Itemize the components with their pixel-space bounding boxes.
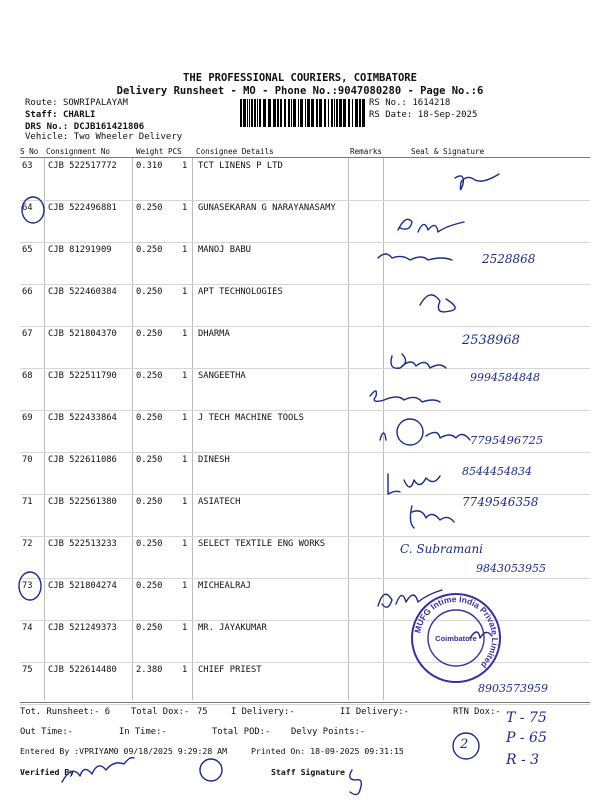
company-title: THE PROFESSIONAL COURIERS, COIMBATORE (183, 72, 417, 84)
row-pcs: 1 (182, 497, 188, 507)
staff-value: CHARLI (62, 110, 96, 120)
i-delivery: I Delivery:- (231, 707, 295, 717)
signature-67 (391, 354, 446, 368)
row-consignment-no: CJB 521249373 (48, 623, 117, 633)
row-consignee: DHARMA (198, 329, 230, 339)
signature-69 (380, 432, 470, 440)
col-remarks: Remarks (350, 147, 383, 156)
row-consignee: J TECH MACHINE TOOLS (198, 413, 304, 423)
row-pcs: 1 (182, 539, 188, 549)
tot-runsheet: Tot. Runsheet:- 6 (20, 707, 111, 717)
col-weight: Weight (136, 147, 164, 156)
ii-delivery: II Delivery:- (340, 707, 409, 717)
row-consignee: ASIATECH (198, 497, 241, 507)
row-sno: 70 (22, 455, 33, 465)
circle-mark-73 (19, 572, 41, 600)
row-consignee: SANGEETHA (198, 371, 246, 381)
row-weight: 0.250 (136, 203, 163, 213)
row-weight: 0.250 (136, 539, 163, 549)
staff-label: Staff: (25, 110, 58, 120)
total-dox-value: 75 (197, 707, 208, 717)
total-dox-label: Total Dox:- (131, 707, 190, 717)
drs-value: DCJB161421806 (73, 122, 145, 132)
row-consignee: GUNASEKARAN G NARAYANASAMY (198, 203, 336, 213)
vehicle-value: Two Wheeler Delivery (73, 132, 183, 142)
row-pcs: 1 (182, 287, 188, 297)
row-consignee: TCT LINENS P LTD (198, 161, 283, 171)
handwritten-phone-69: 7795496725 (470, 433, 544, 447)
signature-65 (378, 254, 452, 260)
row-pcs: 1 (182, 623, 188, 633)
row-weight: 0.310 (136, 161, 163, 171)
row-sno: 73 (22, 581, 33, 591)
row-sno: 74 (22, 623, 33, 633)
row-consignment-no: CJB 522460384 (48, 287, 117, 297)
row-consignment-no: CJB 521804274 (48, 581, 117, 591)
row-consignee: CHIEF PRIEST (198, 665, 262, 675)
row-consignment-no: CJB 522517772 (48, 161, 117, 171)
row-consignee: APT TECHNOLOGIES (198, 287, 283, 297)
handwritten-tally-r: R - 3 (506, 752, 540, 768)
entered-by: Entered By :VPRIYAM0 09/18/2025 9:29:28 AM (20, 746, 228, 756)
row-pcs: 1 (182, 329, 188, 339)
row-consignment-no: CJB 522433864 (48, 413, 117, 423)
verified-by: Verified By (20, 767, 75, 777)
row-pcs: 1 (182, 371, 188, 381)
in-time: In Time:- (119, 727, 167, 737)
staff-signature (350, 770, 362, 795)
row-sno: 65 (22, 245, 33, 255)
row-consignee: DINESH (198, 455, 230, 465)
row-consignee: MANOJ BABU (198, 245, 251, 255)
row-weight: 0.250 (136, 497, 163, 507)
row-weight: 0.250 (136, 455, 163, 465)
row-consignment-no: CJB 81291909 (48, 245, 112, 255)
row-consignment-no: CJB 522614480 (48, 665, 117, 675)
rs-date-value: 18-Sep-2025 (417, 110, 478, 120)
route-value: SOWRIPALAYAM (62, 98, 128, 108)
signature-71 (410, 506, 454, 528)
signature-69-loop (397, 419, 423, 445)
row-weight: 0.250 (136, 581, 163, 591)
circle-mark-footer-1 (200, 759, 222, 781)
row-weight: 0.250 (136, 623, 163, 633)
col-pcs: PCS (168, 147, 182, 156)
signature-70 (388, 474, 440, 494)
handwritten-tally-t: T - 75 (506, 710, 547, 726)
out-time: Out Time:- (20, 727, 73, 737)
row-sno: 71 (22, 497, 33, 507)
rs-no-label: RS No.: (369, 98, 407, 108)
row-pcs: 1 (182, 203, 188, 213)
col-consignment: Consignment No (46, 147, 111, 156)
staff-signature-label: Staff Signature (271, 767, 345, 777)
row-pcs: 1 (182, 665, 188, 675)
row-pcs: 1 (182, 581, 188, 591)
row-sno: 75 (22, 665, 33, 675)
handwritten-name-72: C. Subramani (400, 542, 484, 556)
circle-mark-64 (22, 197, 44, 223)
row-weight: 2.380 (136, 665, 163, 675)
printed-on: Printed On: 18-09-2025 09:31:15 (251, 746, 404, 756)
col-seal: Seal & Signature (411, 147, 485, 156)
row-weight: 0.250 (136, 245, 163, 255)
row-consignee: MICHEALRAJ (198, 581, 251, 591)
row-pcs: 1 (182, 245, 188, 255)
row-consignee: SELECT TEXTILE ENG WORKS (198, 539, 326, 549)
handwritten-circled-two: 2 (460, 737, 469, 752)
row-consignment-no: CJB 522511790 (48, 371, 117, 381)
signature-64 (398, 219, 464, 232)
stamp-city: Coimbatore (435, 634, 477, 643)
row-sno: 67 (22, 329, 33, 339)
row-consignment-no: CJB 522496881 (48, 203, 117, 213)
company-stamp (408, 590, 504, 686)
route-label: Route: (25, 98, 58, 108)
col-consignee: Consignee Details (196, 147, 274, 156)
rtn-dox: RTN Dox:- (453, 707, 501, 717)
col-sno: S No (20, 147, 39, 156)
row-sno: 66 (22, 287, 33, 297)
handwritten-phone-65: 2528868 (482, 252, 536, 266)
row-consignment-no: CJB 522611086 (48, 455, 117, 465)
row-consignment-no: CJB 521804370 (48, 329, 117, 339)
handwritten-phone-71: 7749546358 (462, 495, 539, 509)
vehicle-label: Vehicle: (25, 132, 69, 142)
row-consignment-no: CJB 522513233 (48, 539, 117, 549)
row-sno: 64 (22, 203, 33, 213)
row-weight: 0.250 (136, 413, 163, 423)
row-consignee: MR. JAYAKUMAR (198, 623, 267, 633)
row-sno: 68 (22, 371, 33, 381)
handwritten-tally-p: P - 65 (506, 730, 547, 746)
runsheet-title: Delivery Runsheet - MO - Phone No.:9047080280 - Page No.:6 (116, 85, 484, 97)
row-weight: 0.250 (136, 371, 163, 381)
handwritten-phone-68: 9994584848 (470, 371, 540, 384)
row-pcs: 1 (182, 161, 188, 171)
verified-signature (62, 758, 134, 782)
signature-68 (370, 391, 440, 402)
row-pcs: 1 (182, 413, 188, 423)
row-sno: 63 (22, 161, 33, 171)
handwritten-phone-75: 8903573959 (478, 682, 548, 695)
handwritten-phone-70: 8544454834 (462, 465, 532, 478)
row-sno: 72 (22, 539, 33, 549)
row-consignment-no: CJB 522561380 (48, 497, 117, 507)
stamp-ring-text: MUFG Intime India Private Limited (412, 593, 501, 671)
total-pod: Total POD:- (212, 727, 271, 737)
row-weight: 0.250 (136, 329, 163, 339)
delvy-points: Delvy Points:- (291, 727, 366, 737)
drs-label: DRS No.: (25, 122, 69, 132)
rs-date-label: RS Date: (369, 110, 413, 120)
row-weight: 0.250 (136, 287, 163, 297)
row-sno: 69 (22, 413, 33, 423)
signature-66 (420, 295, 455, 312)
handwritten-phone-72: 9843053955 (476, 562, 546, 575)
rs-no-value: 1614218 (412, 98, 451, 108)
signature-63 (455, 174, 499, 190)
row-pcs: 1 (182, 455, 188, 465)
handwritten-phone-67: 2538968 (462, 333, 520, 348)
